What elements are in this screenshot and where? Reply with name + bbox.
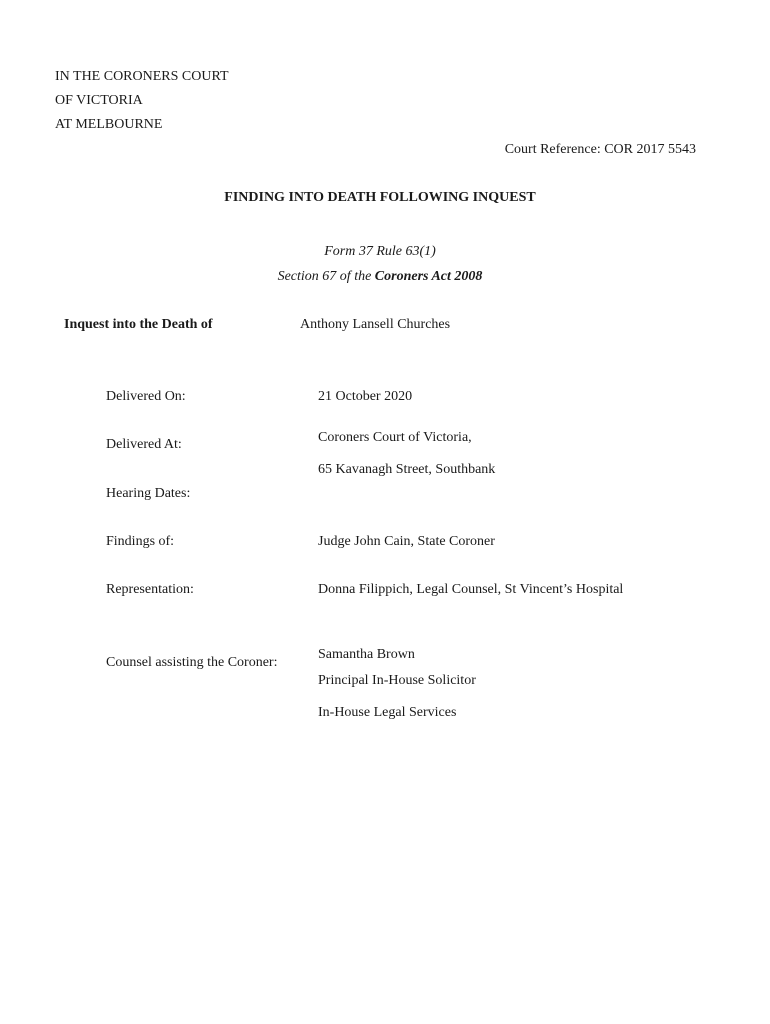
delivered-at-value-1: Coroners Court of Victoria,: [318, 430, 472, 445]
form-rule: Form 37 Rule 63(1): [324, 244, 436, 259]
hearing-dates-label: Hearing Dates:: [106, 486, 191, 501]
representation-value: Donna Filippich, Legal Counsel, St Vincent’s Hospital: [318, 582, 624, 597]
counsel-value-2: Principal In-House Solicitor: [318, 673, 476, 688]
counsel-value-1: Samantha Brown: [318, 647, 415, 662]
deceased-name: Anthony Lansell Churches: [300, 317, 451, 332]
delivered-at-label: Delivered At:: [106, 437, 182, 452]
counsel-value-3: In-House Legal Services: [318, 705, 457, 720]
delivered-at-value-2: 65 Kavanagh Street, Southbank: [318, 462, 496, 477]
court-name-line-2: OF VICTORIA: [55, 93, 143, 108]
court-name-line-3: AT MELBOURNE: [55, 117, 163, 132]
document-title: FINDING INTO DEATH FOLLOWING INQUEST: [224, 190, 536, 205]
representation-label: Representation:: [106, 582, 194, 597]
court-reference: Court Reference: COR 2017 5543: [504, 142, 696, 157]
delivered-on-label: Delivered On:: [106, 389, 186, 404]
findings-label: Findings of:: [106, 534, 175, 549]
counsel-label: Counsel assisting the Coroner:: [106, 655, 278, 670]
findings-value: Judge John Cain, State Coroner: [318, 534, 495, 549]
inquest-label: Inquest into the Death of: [64, 317, 213, 332]
court-name-line-1: IN THE CORONERS COURT: [55, 69, 229, 84]
section-prefix: Section 67 of the: [277, 269, 375, 284]
act-name: Coroners Act 2008: [374, 269, 483, 284]
delivered-on-value: 21 October 2020: [318, 389, 413, 404]
section-reference: [0, 270, 760, 284]
